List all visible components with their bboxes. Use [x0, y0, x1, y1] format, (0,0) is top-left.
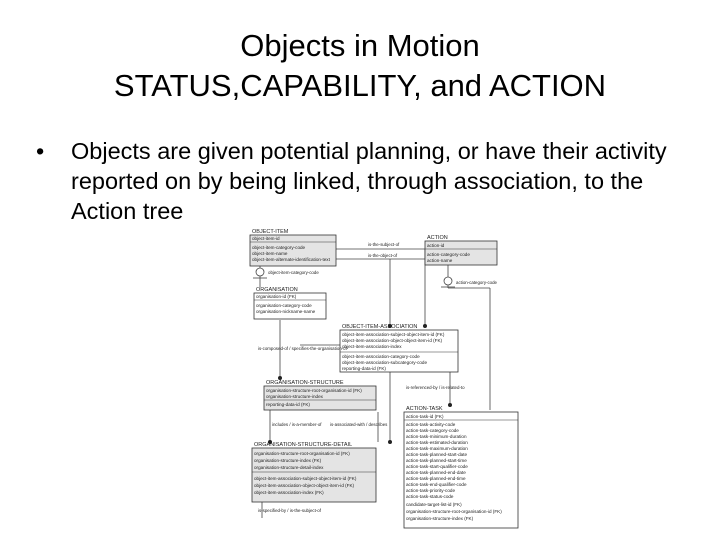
assoc-header: OBJECT-ITEM-ASSOCIATION — [342, 324, 418, 330]
label-subject: is-the-subject-of — [368, 242, 400, 247]
label-associated: is-associated-with / describes — [330, 422, 388, 427]
osd-attr: object-item-association-index (FK) — [254, 490, 324, 495]
action-task-attr: organisation-structure-root-organisation-id (FK) — [406, 509, 502, 514]
entity-object-item — [250, 229, 336, 266]
osd-key: organisation-structure-root-organisation-id (FK) — [254, 451, 350, 456]
organisation-attr: organisation-category-code — [256, 303, 312, 308]
entity-object-item-association — [340, 324, 458, 372]
action-task-attr: action-task-planned-end-time — [406, 476, 466, 481]
action-task-attr: action-task-priority-code — [406, 488, 456, 493]
org-structure-key: organisation-structure-index — [266, 394, 323, 399]
object-item-attr: object-item-name — [252, 251, 288, 256]
label-referenced: is-referenced-by / is-related-to — [406, 385, 465, 390]
assoc-key: object-item-association-subject-object-item-id (FK) — [342, 332, 445, 337]
bullet-text: Objects are given potential planning, or have their activity reported on by being linked, through association, to the Action tree — [71, 138, 667, 224]
assoc-attr: object-item-association-subcategory-code — [342, 360, 428, 365]
entity-organisation-structure — [264, 380, 376, 410]
dot-detail — [388, 440, 392, 444]
label-specified: is-specified-by / is-the-subject-of — [258, 508, 321, 513]
action-task-key: action-task-id (FK) — [406, 414, 444, 419]
action-task-attr: action-task-category-code — [406, 428, 459, 433]
label-object-category: object-item-category-code — [268, 270, 319, 275]
label-includes: includes / is-a-member-of — [272, 422, 322, 427]
object-item-attr: object-item-category-code — [252, 245, 306, 250]
dot-subject — [423, 324, 427, 328]
action-task-attr: action-task-minimum-duration — [406, 434, 467, 439]
action-attr: action-category-code — [427, 252, 470, 257]
osd-key: organisation-structure-detail-index — [254, 465, 324, 470]
action-task-attr: action-task-planned-end-date — [406, 470, 466, 475]
org-structure-key: organisation-structure-root-organisation-id (FK) — [266, 388, 362, 393]
action-task-attr: action-task-start-qualifier-code — [406, 464, 468, 469]
organisation-key: organisation-id (FK) — [256, 294, 297, 299]
action-header: ACTION — [427, 235, 448, 241]
label-object: is-the-object-of — [368, 253, 398, 258]
title-line-1: Objects in Motion — [240, 28, 480, 63]
action-task-attr: action-task-planned-start-time — [406, 458, 467, 463]
assoc-key: object-item-association-object-object-item-id (FK) — [342, 338, 443, 343]
org-structure-header: ORGANISATION-STRUCTURE — [266, 380, 344, 386]
action-task-header: ACTION-TASK — [406, 406, 443, 412]
organisation-attr: organisation-nickname-name — [256, 309, 316, 314]
object-item-header: OBJECT-ITEM — [252, 229, 289, 235]
assoc-key: object-item-association-index — [342, 344, 402, 349]
action-task-attr: action-task-end-qualifier-code — [406, 482, 467, 487]
entity-organisation — [254, 287, 326, 319]
category-circle-object — [256, 268, 264, 276]
entity-action — [425, 235, 497, 265]
entity-action-task — [404, 406, 518, 528]
title-line-2: STATUS,CAPABILITY, and ACTION — [113, 68, 607, 103]
assoc-attr: reporting-data-id (FK) — [342, 366, 386, 371]
action-task-attr: organisation-structure-index (FK) — [406, 516, 474, 521]
osd-attr: object-item-association-subject-object-item-id (FK) — [254, 476, 357, 481]
label-action-category: action-category-code — [456, 280, 498, 285]
osd-attr: object-item-association-object-object-item-id (FK) — [254, 483, 355, 488]
action-task-attr: action-task-activity-code — [406, 422, 456, 427]
osd-key: organisation-structure-index (FK) — [254, 458, 322, 463]
label-composed: is-composed-of / specifies-the-organisation-of — [258, 346, 347, 351]
action-task-attr: action-task-estimated-duration — [406, 440, 468, 445]
assoc-attr: object-item-association-category-code — [342, 354, 420, 359]
action-key: action-id — [427, 243, 445, 248]
org-structure-attr: reporting-data-id (FK) — [266, 402, 310, 407]
action-task-attr: candidate-target-list-id (FK) — [406, 502, 462, 507]
action-task-attr: action-task-planned-start-date — [406, 452, 468, 457]
object-item-attr: object-item-alternate-identification-text — [252, 257, 330, 262]
action-task-attr: action-task-maximum-duration — [406, 446, 468, 451]
action-attr: action-name — [427, 258, 453, 263]
osd-header: ORGANISATION-STRUCTURE-DETAIL — [254, 442, 353, 448]
dot-task — [448, 403, 452, 407]
organisation-header: ORGANISATION — [256, 287, 298, 293]
bullet-dot-icon: • — [36, 138, 45, 164]
entity-organisation-structure-detail — [252, 442, 376, 502]
action-task-attr: action-task-status-code — [406, 494, 454, 499]
object-item-key: object-item-id — [252, 236, 280, 241]
category-circle-action — [444, 277, 452, 285]
